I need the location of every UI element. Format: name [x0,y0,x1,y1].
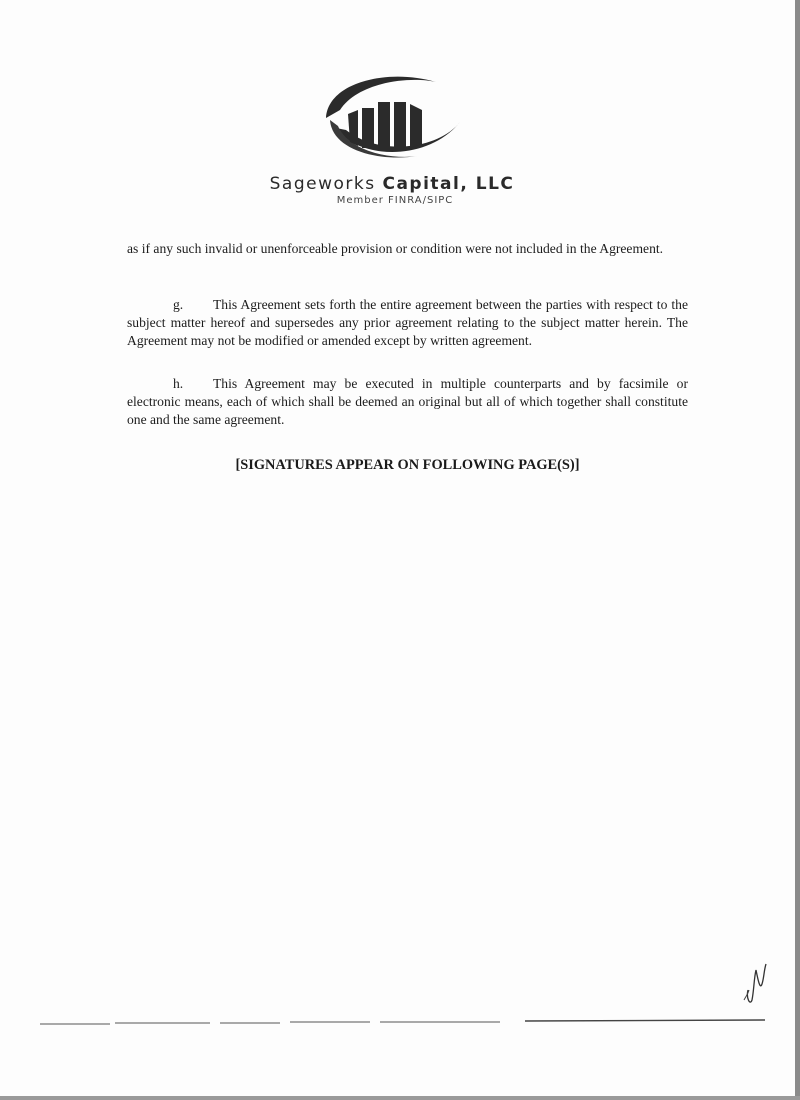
paragraph-h-text: This Agreement may be executed in multiple counterparts and by facsimile or electronic means, each of which shall be deemed an original but all of which together shall constitute one and the same agreement. [127,376,688,427]
paragraph-h-marker: h. [173,376,184,391]
company-name-bold: Capital, LLC [382,174,515,194]
company-name-light: Sageworks [269,174,383,194]
paragraph-g [127,296,688,350]
paragraph-g-marker: g. [173,297,184,312]
letterhead [0,70,800,220]
page-edge-right [795,0,800,1100]
page-edge-bottom [0,1096,800,1100]
paragraph-g-text: This Agreement sets forth the entire agreement between the parties with respect to the subject matter hereof and supersedes any prior agreement relating to the subject matter herein. The Agreement may not be modified or amended except by written agreement. [127,297,688,348]
company-logo-icon [318,70,468,165]
handwritten-initials-icon [740,960,770,1010]
footer-rule [40,1012,780,1026]
paragraph-continuation: as if any such invalid or unenforceable provision or condition were not included in the Agreement. [127,241,664,256]
company-name [0,174,784,194]
paragraph-h [127,375,688,429]
member-line: Member FINRA/SIPC [336,195,454,206]
signatures-note: [SIGNATURES APPEAR ON FOLLOWING PAGE(S)] [235,457,580,473]
